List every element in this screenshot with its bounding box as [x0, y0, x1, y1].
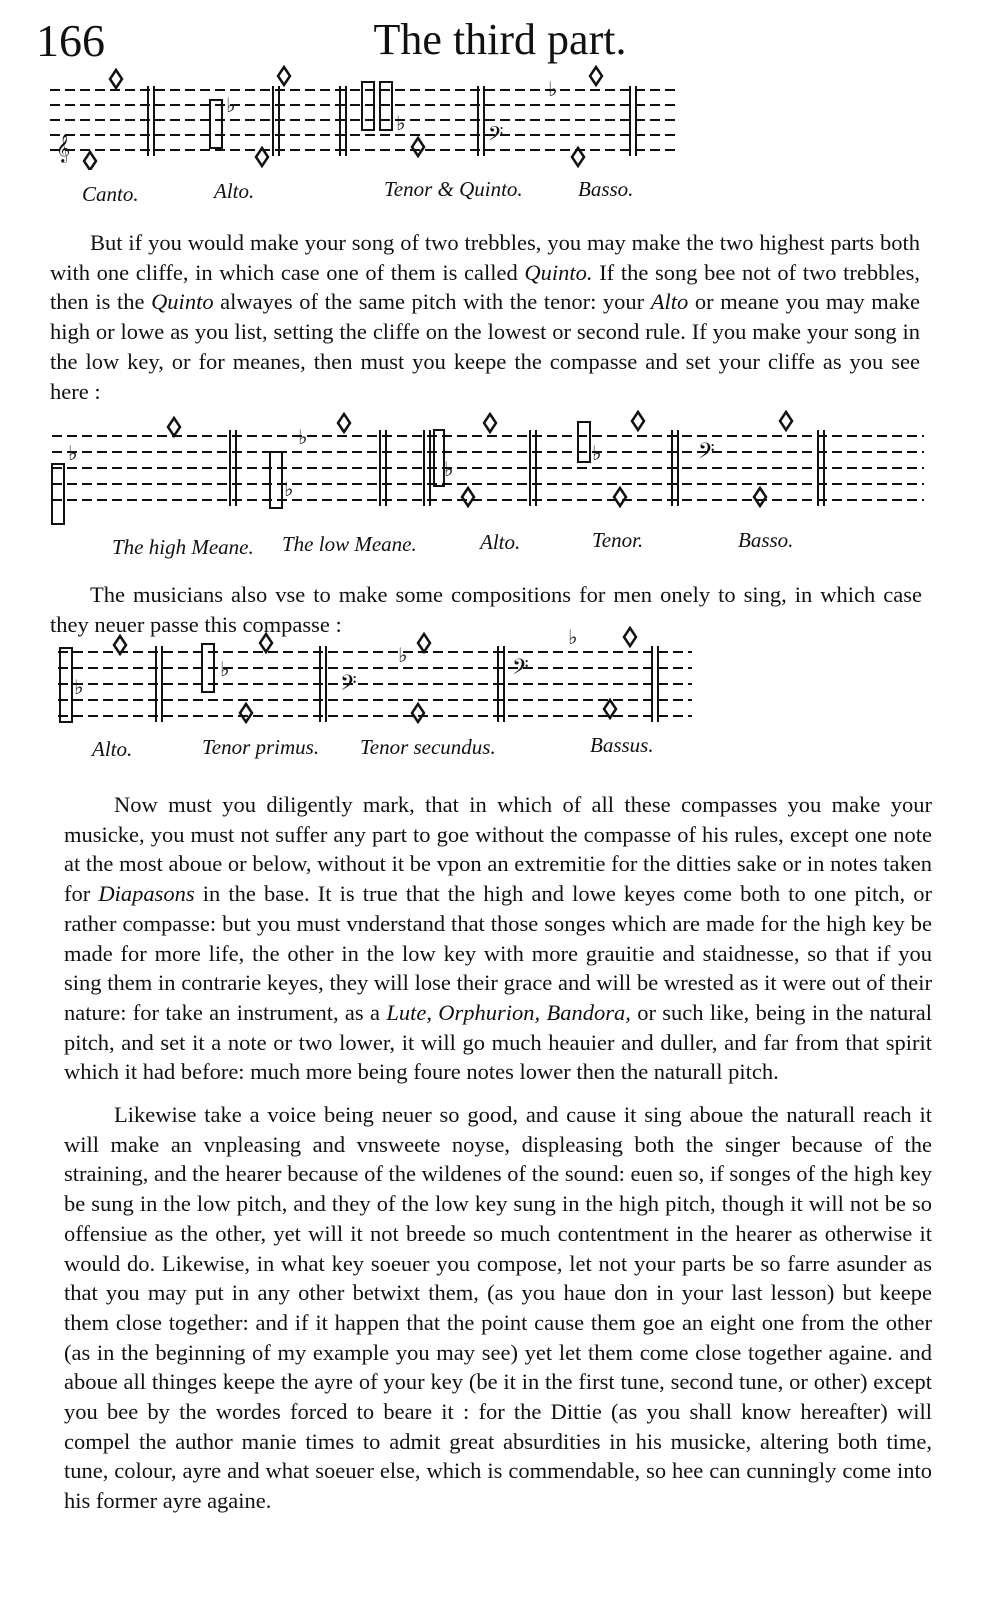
- voice-label-canto: Canto.: [82, 182, 139, 206]
- voice-label-alto-2: Alto.: [480, 530, 521, 554]
- voice-label-basso: Basso.: [578, 177, 634, 201]
- paragraph-3-text-a: Now must you diligently mark, that in which of all these compasses you make your musicke, you must not suffer any part to goe without the compasse of his rules, except one note at the most aboue or below, without it be vpon an extremitie for the ditties sake or in notes taken for: [64, 792, 932, 907]
- paragraph-3: [64, 790, 932, 1087]
- paragraph-1-text-a: But if you would make your song of two trebbles, you may make the two highest parts both with one cliffe, in which case one of them is called: [50, 230, 920, 285]
- paragraph-4-text: Likewise take a voice being neuer so good, and cause it sing aboue the naturall reach it will make an vnpleasing and vnsweete noyse, displeasing both the singer because of the straining, and the hearer because of the wildenes of the sound: euen so, if songes of the high key be sung in the low pitch, and they of the low key sung in the high pitch, though it will not be so offensiue as the other, yet will it not breede so much contentment in the hearer as otherwise it would do. Likewise, in what key soeuer you compose, let not your parts be so farre asunder as that you may put in any other betwixt them, (as you haue don in your last lesson) but keepe them close together: and if it happen that the point cause them goe an eight one from the other (as in the beginning of my example you may see) yet let them come close together againe. and aboue all thinges keepe the ayre of your key (be it in the first tune, second tune, or other) except you bee by the wordes forced to beare it : for the Dittie (as you shall know hereafter) will compel the author manie times to admit great absurdities in his musicke, altering both time, tune, colour, ayre and what soeuer else, which is commendable, so hee can cunningly come into his former ayre againe.: [64, 1102, 932, 1514]
- svg-text:𝄢: 𝄢: [512, 655, 529, 685]
- page-number: 166: [36, 15, 105, 66]
- voice-label-bassus: Bassus.: [590, 733, 654, 757]
- paragraph-4: [64, 1100, 932, 1516]
- voice-label-basso-2: Basso.: [738, 528, 794, 552]
- voice-label-tenor-secundus: Tenor secundus.: [360, 735, 496, 759]
- paragraph-1-text-d: or meane you may make high or lowe as you list, setting the cliffe on the lowest or second rule. If you make your song in the low key, or for meanes, then must you keepe the compasse and set your cliffe as you see here :: [50, 289, 921, 404]
- voice-label-high-meane: The high Meane.: [112, 535, 254, 559]
- svg-text:♭: ♭: [592, 441, 602, 465]
- voice-label-tenor-quinto: Tenor & Quinto.: [384, 177, 523, 201]
- music-staff-1: [40, 60, 680, 170]
- svg-text:♭: ♭: [226, 93, 236, 117]
- svg-text:♭: ♭: [298, 425, 308, 449]
- voice-label-alto-3: Alto.: [92, 737, 133, 761]
- paragraph-3-text-c: or such like, being in the natural pitch, and set it a note or two lower, it will go much heauier and duller, and far from that spirit which it had before: much more being foure notes lower then the naturall pitch.: [64, 999, 933, 1085]
- svg-text:♭: ♭: [444, 457, 454, 481]
- svg-text:♭: ♭: [398, 643, 408, 667]
- svg-text:♭: ♭: [68, 441, 78, 465]
- svg-text:𝄢: 𝄢: [698, 439, 715, 469]
- paragraph-2-text: The musicians also vse to make some compositions for men onely to sing, in which case they neuer passe this compasse :: [50, 582, 922, 637]
- paragraph-3-text-b: in the base. It is true that the high and lowe keyes come both to one pitch, or rather compasse: but you must vnderstand that those songes which are made for the high key be made for more life, the other in the low key with more grauitie and staidnesse, so that if you sing them in contrarie keyes, they will lose their grace and will be wrested as it were out of their nature: for take an instrument, as a: [64, 881, 932, 1025]
- paragraph-1-text-b: If the song bee not of two trebbles, then is the: [50, 259, 921, 315]
- paragraph-1-text-c: alwayes of the same pitch with the tenor: your: [213, 289, 651, 315]
- term-alto: Alto: [650, 289, 689, 315]
- voice-label-alto: Alto.: [214, 179, 255, 203]
- music-staff-3: [52, 624, 692, 734]
- svg-text:♭: ♭: [396, 111, 406, 135]
- svg-text:♭: ♭: [220, 657, 230, 681]
- term-diapasons: Diapasons: [98, 881, 195, 907]
- svg-text:𝄞: 𝄞: [56, 134, 71, 162]
- svg-text:𝄢: 𝄢: [488, 122, 504, 150]
- term-quinto-1: Quinto.: [524, 259, 593, 285]
- svg-text:♭: ♭: [568, 625, 578, 649]
- svg-text:♭: ♭: [548, 77, 558, 101]
- voice-label-tenor: Tenor.: [592, 528, 644, 552]
- svg-text:♭: ♭: [74, 675, 84, 699]
- svg-text:♭: ♭: [284, 477, 294, 501]
- running-head: The third part.: [373, 15, 627, 64]
- voice-label-tenor-primus: Tenor primus.: [202, 735, 320, 759]
- term-quinto-2: Quinto: [151, 289, 214, 315]
- term-instruments: Lute, Orphurion, Bandora,: [386, 999, 631, 1025]
- voice-label-low-meane: The low Meane.: [282, 532, 417, 556]
- svg-text:𝄢: 𝄢: [340, 671, 357, 701]
- paragraph-1: [50, 228, 920, 406]
- music-staff-2: [44, 408, 924, 532]
